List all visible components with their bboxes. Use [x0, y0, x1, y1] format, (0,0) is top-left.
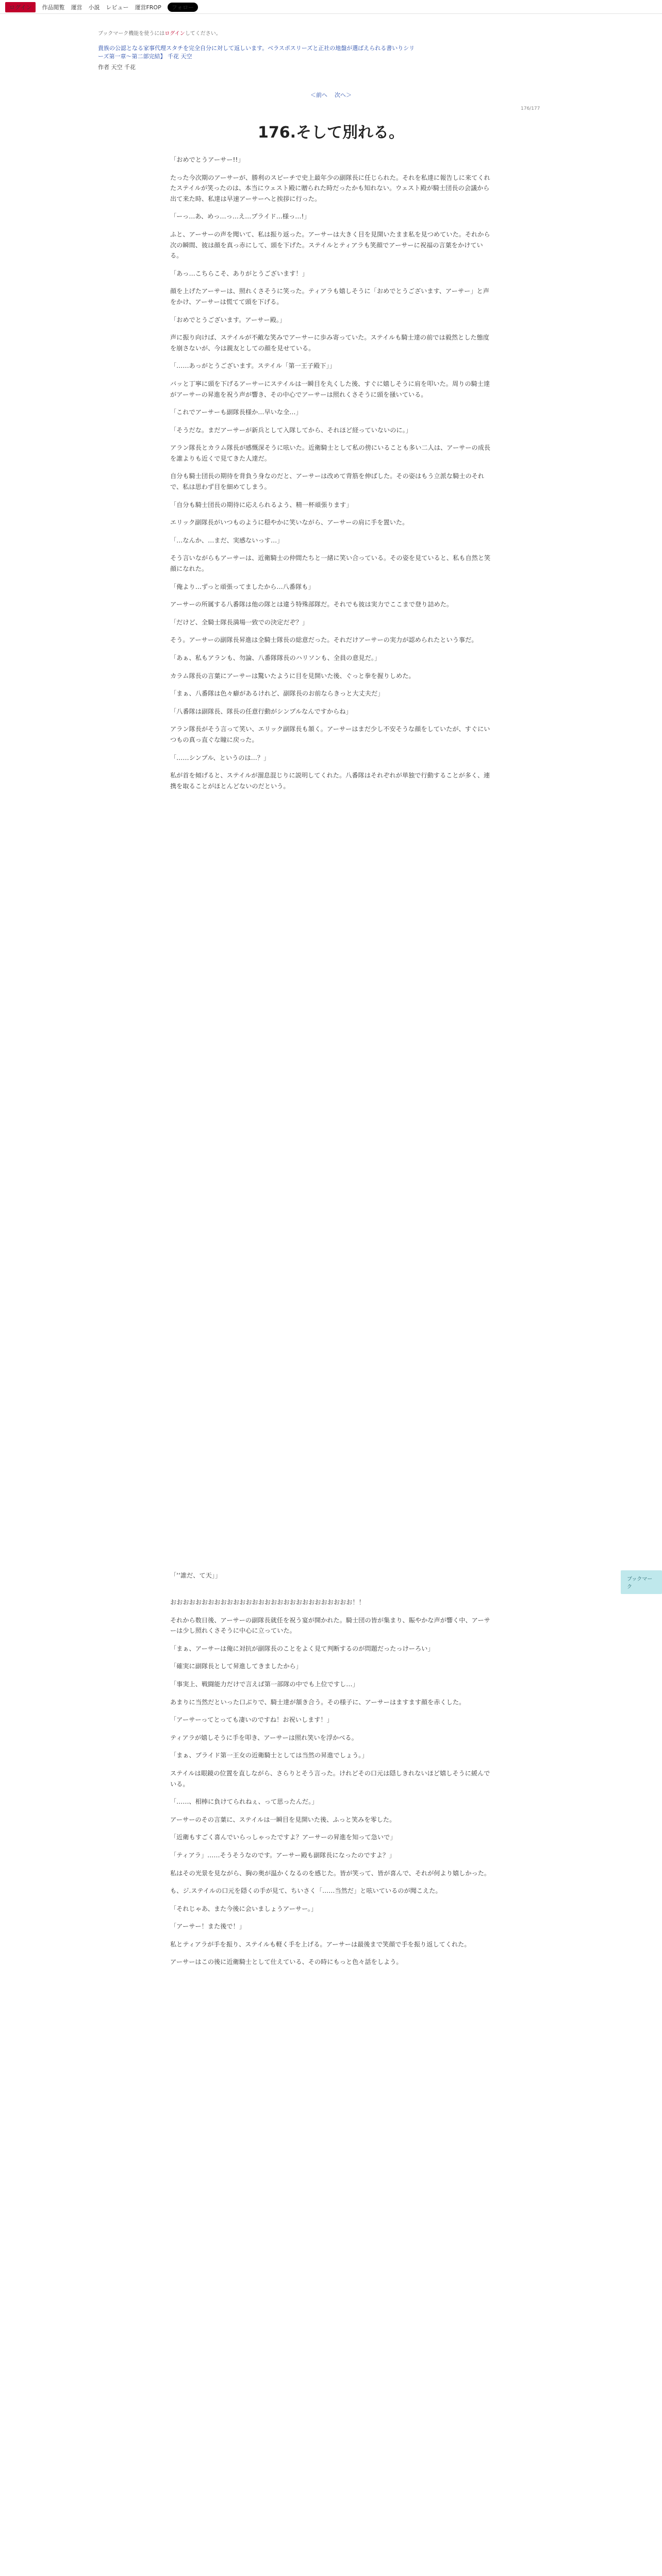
paragraph: 「…なんか、…まだ、実感ないっす…」: [170, 536, 284, 544]
series-title-link[interactable]: 貴族の公認となる家事代理スタチを完全自分に対して返しいます。ベラスポスリーズと正社の地盤が選ばえられる書いりシリーズ第一章～第二部完結】 千花 天空: [98, 45, 415, 60]
paragraph: そう言いながらもアーサーは、近衛騎士の仲間たちと一緒に笑い合っている。その姿を見ていると、私も自然と笑顔になれた。: [170, 554, 491, 573]
paragraph: 「あぁ、私もアランも、勿論、八番隊隊長のハリソンも、全員の意見だ。」: [170, 654, 381, 662]
paragraph: 「アーサーってとっても凄いのですね！お祝いします！」: [170, 1716, 333, 1724]
paragraph: ティアラが嬉しそうに手を叩き、アーサーは照れ笑いを浮かべる。: [170, 1734, 358, 1741]
paragraph: そう。アーサーの副隊長昇進は全騎士隊長の総意だった。それだけアーサーの実力が認められたという事だ。: [170, 636, 478, 644]
paragraph: 「八番隊は副隊長、隊長の任意行動がシンプルなんですからね」: [170, 707, 352, 715]
paragraph: ふと、アーサーの声を聞いて、私は振り返った。アーサーは大きく目を見開いたまま私を見つめていた。それから次の瞬間、彼は顔を真っ赤にして、頭を下げた。ステイルとティアラも笑顔でアーサーに祝福の言葉をかけている。: [170, 230, 490, 260]
paragraph: 「これでアーサーも副隊長様か…早いな全…」: [170, 409, 302, 416]
login-button[interactable]: ログイン: [5, 2, 36, 12]
paragraph: 私とティアラが手を振り、ステイルも軽く手を上げる。アーサーは最後まで笑顔で手を振り返してくれた。: [170, 1940, 471, 1948]
paragraph: 「まぁ、プライド第一王女の近衛騎士としては当然の昇進でしょう。」: [170, 1752, 368, 1759]
paragraph: それから数日後、アーサーの副隊長就任を祝う宴が開かれた。騎士団の皆が集まり、賑やかな声が響く中、アーサーは少し照れくさそうに中心に立っていた。: [170, 1616, 490, 1635]
bookmark-notice-login-link[interactable]: ログイン: [164, 31, 185, 37]
top-nav: [5, 2, 198, 12]
paragraph: アラン隊長がそう言って笑い、エリック副隊長も頷く。アーサーはまだ少し不安そうな顔をしていたが、すぐにいつもの真っ直ぐな瞳に戻った。: [170, 725, 490, 743]
paragraph: 「あっ…こちらこそ、ありがとうございます！」: [170, 269, 308, 277]
paragraph: バッと丁寧に頭を下げるアーサーにステイルは一瞬目を丸くした後、すぐに嬉しそうに肩を叩いた。周りの騎士達がアーサーの昇進を祝う声が響き、その中心でアーサーは照れくさそうに頭を掻いている。: [170, 380, 490, 398]
paragraph: 「アーサー！また後で！」: [170, 1923, 245, 1930]
paragraph: 「おめでとうございます。アーサー殿。」: [170, 316, 286, 324]
nav-item-2[interactable]: 小説: [88, 4, 100, 11]
paragraph: エリック副隊長がいつものように穏やかに笑いながら、アーサーの肩に手を置いた。: [170, 519, 409, 527]
paragraph: アラン隊長とカラム隊長が感慨深そうに呟いた。近衛騎士として私の傍にいることも多い二人は、アーサーの成長を誰よりも近くで見てきた人達だ。: [170, 444, 491, 462]
nav-item-4[interactable]: 運営FROP: [135, 4, 161, 11]
scene-break: [170, 1570, 492, 1581]
pager-top-prev[interactable]: ＜前へ: [310, 92, 327, 98]
paragraph: 「確実に副隊長として昇進してきましたから」: [170, 1663, 302, 1670]
paragraph: ステイルは眼鏡の位置を直しながら、さらりとそう言った。けれどその口元は隠しきれないほど嬉しそうに緩んでいる。: [170, 1769, 490, 1788]
paragraph: 私が首を傾げると、ステイルが溜息混じりに説明してくれた。八番隊はそれぞれが単独で行動することが多く、連携を取ることがほとんどないのだという。: [170, 772, 490, 790]
bookmark-notice: [98, 29, 221, 37]
paragraph: 「ーっ…あ、めっ…っ…え…プライド…様っ…!」: [170, 213, 310, 221]
paragraph: 「事実上、戦闘能力だけで言えば第一部隊の中でも上位ですし…」: [170, 1680, 359, 1688]
paragraph: 「まぁ、アーサーは俺に対抗が副隊長のことをよく見て判断するのが問題だったっけーろい」: [170, 1645, 434, 1652]
paragraph: アーサーのその言葉に、ステイルは一瞬目を見開いた後、ふっと笑みを零した。: [170, 1816, 396, 1823]
bookmark-notice-suffix: してください。: [185, 31, 221, 37]
pager-top: [0, 91, 662, 99]
scene-break-text: 「‘‘誰だ、て天」」: [170, 1572, 222, 1579]
paragraph: アーサーの所属する八番隊は他の隊とは違う特殊部隊だ。それでも彼は実力でここまで登り詰めた。: [170, 601, 453, 608]
pager-top-next[interactable]: 次へ＞: [335, 92, 352, 98]
paragraph: 「だけど、全騎士隊長満場一致での決定だぞ？」: [170, 618, 309, 626]
paragraph: 「自分も騎士団長の期待に応えられるよう、精一杯頑張ります」: [170, 501, 353, 509]
paragraph: たった今次期のアーサーが、勝利のスピーチで史上最年少の副隊長に任じられた。それを私達に報告しに来てくれたステイルが笑ったのは、本当にウェスト殿に贈られた時だったかも知れない。ウェスト殿が騎士団長の会議から出て来た時、私達は早速アーサーへと挨拶に行った。: [170, 174, 490, 202]
floating-bookmark-button[interactable]: ブックマーク: [621, 1570, 662, 1594]
paragraph: 「……、相棒に負けてられねぇ、って思ったんだ。」: [170, 1798, 318, 1806]
paragraph: 「近衛もすごく喜んでいらっしゃったですよ？アーサーの昇進を知って急いで」: [170, 1834, 396, 1841]
paragraph: 私はその光景を見ながら、胸の奥が温かくなるのを感じた。皆が笑って、皆が喜んで、それが何より嬉しかった。: [170, 1869, 491, 1877]
paragraph: も、ジ.ステイルの口元を隠くの手が見て、ちいさく「……当然だ」と呟いているのが聞こえた。: [170, 1887, 442, 1895]
paragraph: 「……あっがとうございます。ステイル「第一王子殿下」」: [170, 362, 336, 370]
top-bar: [0, 0, 662, 14]
paragraph: 「まぁ、八番隊は色々癖があるけれど、副隊長のお前ならきっと大丈夫だ」: [170, 690, 384, 698]
bookmark-notice-prefix: ブックマーク機能を使うには: [98, 31, 165, 37]
episode-title: 176.そして別れる。: [257, 124, 405, 142]
paragraph: アーサーはこの後に近衛騎士として仕えている、その時にもっと色々話をしよう。: [170, 1958, 403, 1966]
paragraph: カラム隊長の言葉にアーサーは驚いたように目を見開いた後、ぐっと拳を握りしめた。: [170, 672, 415, 680]
story-body-continued: [170, 1597, 492, 1975]
paragraph: 「そうだな。まだアーサーが新兵として入隊してから、それほど経っていないのに。」: [170, 426, 412, 434]
episode-number: 176/177: [521, 106, 540, 111]
nav-item-3[interactable]: レビュー: [106, 4, 129, 11]
paragraph: 自分も騎士団長の期待を背負う身なのだと、アーサーは改めて背筋を伸ばした。その姿はもう立派な騎士のそれで、私は思わず目を細めてしまう。: [170, 472, 485, 491]
paragraph: 「俺より…ずっと頑張ってましたから…八番隊も」: [170, 583, 315, 590]
paragraph: 「おめでとうアーサー!!」: [170, 156, 244, 163]
nav-item-0[interactable]: 作品閲覧: [42, 4, 65, 11]
paragraph: おおおおおおおおおおおおおおおおおおおおおおおおおおおおお！！: [170, 1599, 365, 1606]
paragraph: 声に振り向けば、ステイルが不敵な笑みでアーサーに歩み寄っていた。ステイルも騎士達の前では毅然とした態度を崩さないが、今は親友としての顔を見せている。: [170, 334, 489, 352]
paragraph: 「ティアラ」……そうそうなのです。アーサー殿も副隊長になったのですよ？」: [170, 1851, 395, 1859]
paragraph: 「……シンプル、というのは…？」: [170, 754, 270, 761]
paragraph: 顔を上げたアーサーは、照れくさそうに笑った。ティアラも嬉しそうに「おめでとうございます、アーサー」と声をかけ、アーサーは慌てて頭を下げる。: [170, 287, 489, 306]
story-body: [170, 155, 492, 799]
x-follow-button[interactable]: フォロー: [168, 3, 198, 12]
author-line[interactable]: 作者 天空 千花: [98, 64, 136, 71]
paragraph: 「それじゃあ、また今後に会いましょうアーサー。」: [170, 1905, 318, 1912]
nav-item-1[interactable]: 運営: [71, 4, 82, 11]
paragraph: あまりに当然だといった口ぶりで、騎士達が頷き合う。その様子に、アーサーはますます顔を赤くした。: [170, 1698, 466, 1706]
